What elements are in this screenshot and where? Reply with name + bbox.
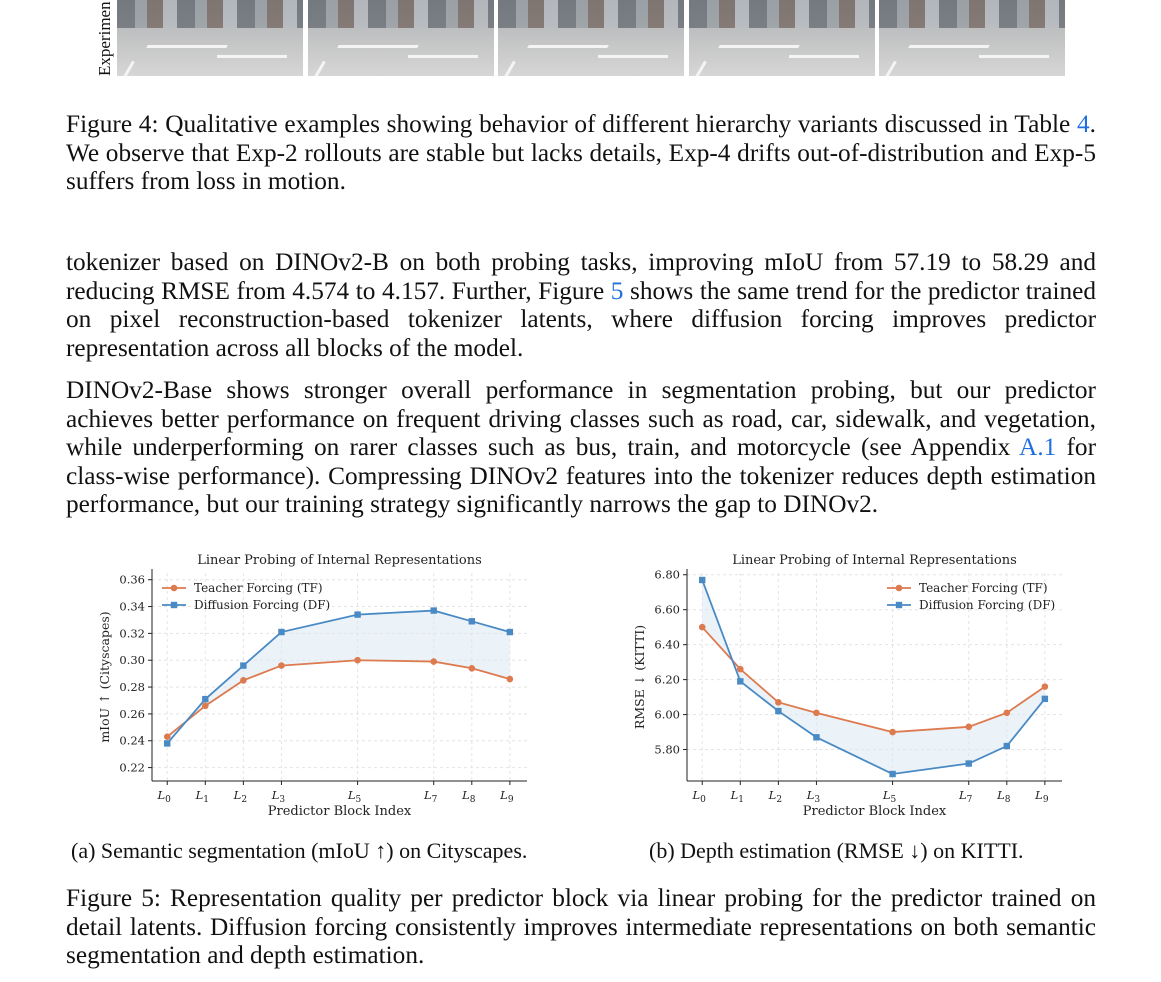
data-point [1003,710,1010,717]
p1-text: to [349,276,382,305]
legend-label: Teacher Forcing (TF) [194,581,323,595]
x-tick-label: $L_9$ [500,788,514,805]
x-tick-label: $L_0$ [157,788,171,805]
y-tick-label: 0.34 [119,599,145,614]
data-point [966,760,972,766]
video-frame [498,0,684,76]
data-point [431,607,437,613]
legend-label: Diffusion Forcing (DF) [919,598,1056,612]
p1-rmse-from: 4.574 [292,276,350,305]
x-tick-label: $L_1$ [195,788,209,805]
shaded-gap [167,611,510,744]
data-point [354,657,361,664]
y-tick-label: 0.32 [119,626,145,641]
p2-text: DINOv2-Base shows stronger overall performance in segmentation probing, but our predictor achieves better performance on frequent driving classes such as road, car, sidewalk, and vegetation, while underperforming on rarer classes such as bus, train, and motorcycle (see Appendix [66,376,1096,462]
legend-label: Teacher Forcing (TF) [919,581,1048,595]
x-tick-label: $L_2$ [233,788,248,805]
data-point [202,703,209,710]
x-axis-label: Predictor Block Index [802,804,947,819]
data-point [430,658,437,665]
p1-text: to [950,248,992,276]
p1-rmse-to: 4.157 [382,276,439,305]
series-line [167,660,510,736]
y-tick-label: 0.30 [119,653,145,668]
data-point [1042,683,1049,690]
figure5-caption: Figure 5: Representation quality per predictor block via linear probing for the predictor trained on detail latents. Diffusion forcing consistently improves intermediate representations on both semantic segmentation and depth estimation. [66,884,1096,970]
x-tick-label: $L_7$ [424,788,438,805]
chart-segmentation [90,545,540,825]
x-tick-label: $L_7$ [959,788,973,805]
legend-marker [896,585,903,592]
data-point [164,733,171,740]
data-point [468,665,475,672]
body-paragraph-2 [66,376,1096,519]
x-tick-label: $L_9$ [1035,788,1049,805]
y-tick-label: 6.00 [654,707,680,722]
x-axis-label: Predictor Block Index [267,804,412,819]
data-point [278,662,285,669]
data-point [889,771,895,777]
legend-marker [171,585,178,592]
x-tick-label: $L_2$ [768,788,783,805]
data-point [164,740,170,746]
y-tick-label: 0.24 [119,733,145,748]
data-point [775,699,782,706]
data-point [1004,743,1010,749]
legend-marker [171,602,177,608]
data-point [240,662,246,668]
data-point [354,611,360,617]
data-point [1042,696,1048,702]
body-paragraph-1 [66,248,1096,362]
x-tick-label: $L_3$ [271,788,286,805]
p1-text: . Further, Figure [438,276,611,305]
p1-text: shows the same trend for the predictor trained on pixel reconstruction-based tokenizer latents, where diffusion forcing improves predictor representation across all blocks of the model. [66,276,1097,362]
y-axis-label: RMSE ↓ (KITTI) [632,624,647,730]
y-tick-label: 6.40 [654,637,680,652]
video-frame [117,0,303,76]
y-tick-label: 5.80 [654,742,680,757]
figure4-text-end: . We observe that Exp-2 rollouts are stable but lacks details, Exp-4 drifts out-of-distribution and Exp-5 suffers from loss in motion. [66,110,1096,196]
p1-miou-from: 57.19 [893,248,951,276]
data-point [278,629,284,635]
chart-title: Linear Probing of Internal Representations [732,553,1017,568]
p1-text: and reducing RMSE from [66,248,1096,305]
data-point [813,710,820,717]
p1-text: tokenizer based on DINOv2-B on both probing tasks, improving mIoU from [66,248,894,276]
data-point [699,624,706,631]
x-tick-label: $L_3$ [806,788,821,805]
data-point [240,677,247,684]
x-tick-label: $L_0$ [692,788,706,805]
y-tick-label: 0.36 [119,572,145,587]
table-ref-link[interactable]: 4 [1077,110,1090,138]
video-frame [308,0,494,76]
data-point [813,734,819,740]
figure4-text: Figure 4: Qualitative examples showing behavior of different hierarchy variants discussed in Table [66,110,1078,138]
x-tick-label: $L_1$ [730,788,744,805]
y-tick-label: 6.80 [654,567,680,582]
figure-ref-link[interactable]: 5 [610,276,624,305]
x-tick-label: $L_5$ [882,788,897,805]
row-label: Experimen [95,1,114,76]
data-point [737,678,743,684]
data-point [507,676,514,683]
data-point [889,729,896,736]
chart-depth [625,545,1075,825]
p2-text: for class-wise performance). Compressing DINOv2 features into the tokenizer reduces depth estimation performance, but our training strategy significantly narrows the gap to DINOv2. [66,433,1096,519]
legend-label: Diffusion Forcing (DF) [194,598,331,612]
x-tick-label: $L_8$ [997,788,1011,805]
chart-title: Linear Probing of Internal Representations [197,553,482,568]
x-tick-label: $L_8$ [462,788,476,805]
data-point [469,618,475,624]
y-tick-label: 6.20 [654,672,680,687]
data-point [775,708,781,714]
y-axis-label: mIoU ↑ (Cityscapes) [97,611,112,743]
p1-miou-to: 58.29 [991,248,1049,276]
data-point [737,666,744,673]
y-tick-label: 0.22 [119,760,145,775]
figure4-caption [66,110,1096,196]
data-point [965,724,972,731]
video-frame [879,0,1065,76]
y-tick-label: 0.28 [119,680,145,695]
y-tick-label: 0.26 [119,706,145,721]
subcaption-a: (a) Semantic segmentation (mIoU ↑) on Cityscapes. [71,838,528,863]
subcaption-b: (b) Depth estimation (RMSE ↓) on KITTI. [649,838,1024,863]
x-tick-label: $L_5$ [347,788,362,805]
appendix-ref-link[interactable]: A.1 [1019,433,1057,462]
video-frame [689,0,875,76]
data-point [699,577,705,583]
y-tick-label: 6.60 [654,602,680,617]
legend-marker [896,602,902,608]
data-point [507,629,513,635]
data-point [202,696,208,702]
